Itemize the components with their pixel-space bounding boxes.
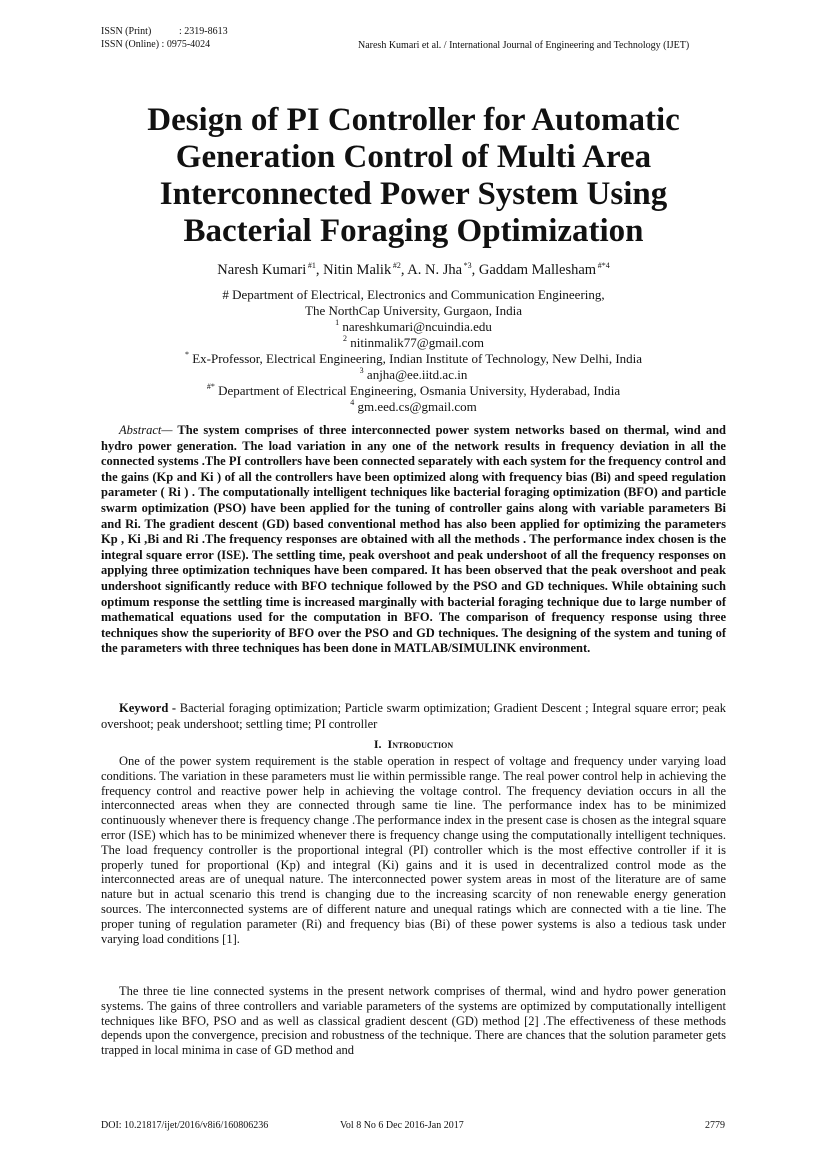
affiliation-text: Department of Electrical Engineering, Osmania University, Hyderabad, India — [218, 383, 621, 398]
affiliation-line — [101, 383, 726, 399]
affiliation-text: The NorthCap University, Gurgaon, India — [305, 303, 522, 318]
email-link[interactable]: nitinmalik77@gmail.com — [350, 335, 484, 350]
author-name: Gaddam Mallesham — [478, 262, 597, 278]
title-line: Interconnected Power System Using — [159, 176, 668, 212]
issn-print-label: ISSN (Print) — [101, 26, 152, 37]
affiliation-line — [101, 335, 726, 351]
issn-online-label: ISSN (Online) : — [101, 39, 165, 50]
keywords-text: Bacterial foraging optimization; Particle swarm optimization; Gradient Descent ; Integral square error; peak overshoot; peak undershoot; settling time; PI controller — [101, 701, 726, 731]
author-name: Naresh Kumari — [217, 262, 307, 278]
author-separator: , — [315, 262, 324, 278]
section-title: Introduction — [387, 737, 454, 751]
footer-volume: Vol 8 No 6 Dec 2016-Jan 2017 — [340, 1120, 464, 1131]
section-heading — [101, 737, 726, 751]
issn-block — [101, 25, 228, 51]
author-mark: #2 — [392, 261, 401, 270]
section-number: I. — [373, 737, 382, 751]
affiliation-mark: 4 — [350, 398, 355, 407]
affiliation-line — [101, 367, 726, 383]
author-separator: , — [400, 262, 408, 278]
affiliation-line — [101, 303, 726, 319]
title-line: Generation Control of Multi Area — [175, 139, 652, 175]
title-line: Design of PI Controller for Automatic — [147, 102, 680, 138]
affiliations — [101, 287, 726, 415]
affiliation-text: # Department of Electrical, Electronics and Communication Engineering, — [222, 287, 605, 302]
keywords — [101, 701, 726, 732]
body-paragraph: The three tie line connected systems in the present network comprises of thermal, wind and hydro power generation systems. The gains of three controllers and variable parameters of the systems are optimized by computationally intelligent techniques like BFO, PSO and as well as classical gradient descent (GD) method [2] .The effectiveness of these methods depends upon the convergence, precision and robustness of the technique. There are chances that the solution parameter gets trapped in local minima in case of GD method and — [101, 984, 726, 1058]
title-line: Bacterial Foraging Optimization — [183, 213, 644, 249]
affiliation-mark: 2 — [343, 334, 348, 343]
running-head: Naresh Kumari et al. / International Journal of Engineering and Technology (IJET) — [358, 40, 690, 51]
author-mark: *3 — [463, 261, 472, 270]
email-link[interactable]: nareshkumari@ncuindia.edu — [342, 319, 492, 334]
author-mark: #*4 — [597, 261, 610, 270]
affiliation-mark: 3 — [359, 366, 364, 375]
affiliation-mark: * — [184, 350, 189, 359]
affiliation-mark: #* — [206, 382, 215, 391]
author-separator: , — [471, 262, 479, 278]
author-mark: #1 — [307, 261, 316, 270]
author-name: Nitin Malik — [323, 262, 392, 278]
issn-online-value: 0975-4024 — [166, 39, 211, 50]
abstract — [101, 423, 726, 657]
footer-doi: DOI: 10.21817/ijet/2016/v8i6/160806236 — [101, 1120, 269, 1131]
page-number: 2779 — [705, 1120, 725, 1131]
keywords-label: Keyword - — [119, 701, 177, 715]
paper-title — [101, 102, 726, 250]
abstract-text: The system comprises of three interconnected power system networks based on thermal, wind and hydro power generation. The load variation in any one of the network results in frequency deviation in all the connected systems .The PI controllers have been connected separately with each system for the frequency control and the gains (Kp and Ki ) of all the controllers have been optimized along with frequency bias (Bi) and speed regulation parameter ( Ri ) . The computationally intelligent techniques like bacterial foraging optimization (BFO) and particle swarm optimization (PSO) have been applied for the tuning of controller gains along with variable parameters Bi and Ri. The gradient descent (GD) based conventional method has also been applied for optimizing the parameters Kp , Ki ,Bi and Ri .The frequency responses are obtained with all the methods . The performance index chosen is the integral square error (ISE). The settling time, peak overshoot and peak undershoot of all the frequency responses on applying three optimization techniques have been compared. It has been observed that the peak overshoot and peak undershoot significantly reduce with BFO technique followed by the PSO and GD techniques. While obtaining such optimum response the settling time is increased marginally with bacterial foraging technique due to large number of mathematical equations used for the computation in BFO. The comparison of frequency response using three techniques show the superiority of BFO over the PSO and GD techniques. The designing of the system and tuning of the parameters with three techniques has been done in MATLAB/SIMULINK environment. — [101, 423, 726, 656]
issn-print-value: : 2319-8613 — [179, 26, 228, 37]
body-paragraph: One of the power system requirement is the stable operation in respect of voltage and frequency under varying load conditions. The variation in these parameters must lie within permissible range. The real power control help in achieving the frequency control and reactive power help in achieving the voltage control. The frequency deviation occurs in all the interconnected areas when they are connected through same tie line. The performance index has to be minimized continuously whenever there is frequency change .The performance index in the present case is chosen as the integral square error (ISE) which has to be minimized whenever there is frequency change using the computationally intelligent techniques. The load frequency controller is the proportional integral (PI) controller which is the most effective controller if it is properly tuned for proportional (Kp) and integral (Ki) gains and it is used in decentralized control mode as the interconnected areas are of unequal nature. The interconnected power system areas in most of the literature are of same nature but in actual scenario this trend is changing due to the increasing scarcity of non renewable energy generation sources. The interconnected systems are of different nature and unequal ratings which are connected with a tie line. The proper tuning of regulation parameter (Ri) and frequency bias (Bi) of these power systems is also a tedious task under varying load conditions [1]. — [101, 754, 726, 946]
email-link[interactable]: gm.eed.cs@gmail.com — [357, 399, 477, 414]
affiliation-text: Ex-Professor, Electrical Engineering, Indian Institute of Technology, New Delhi, India — [192, 351, 643, 366]
affiliation-line — [101, 319, 726, 335]
abstract-label: Abstract— — [119, 423, 173, 437]
affiliation-line — [101, 399, 726, 415]
affiliation-line — [101, 351, 726, 367]
author-list — [101, 261, 726, 279]
author-name: A. N. Jha — [407, 262, 463, 278]
affiliation-line — [101, 287, 726, 303]
affiliation-mark: 1 — [335, 318, 340, 327]
email-link[interactable]: anjha@ee.iitd.ac.in — [366, 367, 468, 382]
